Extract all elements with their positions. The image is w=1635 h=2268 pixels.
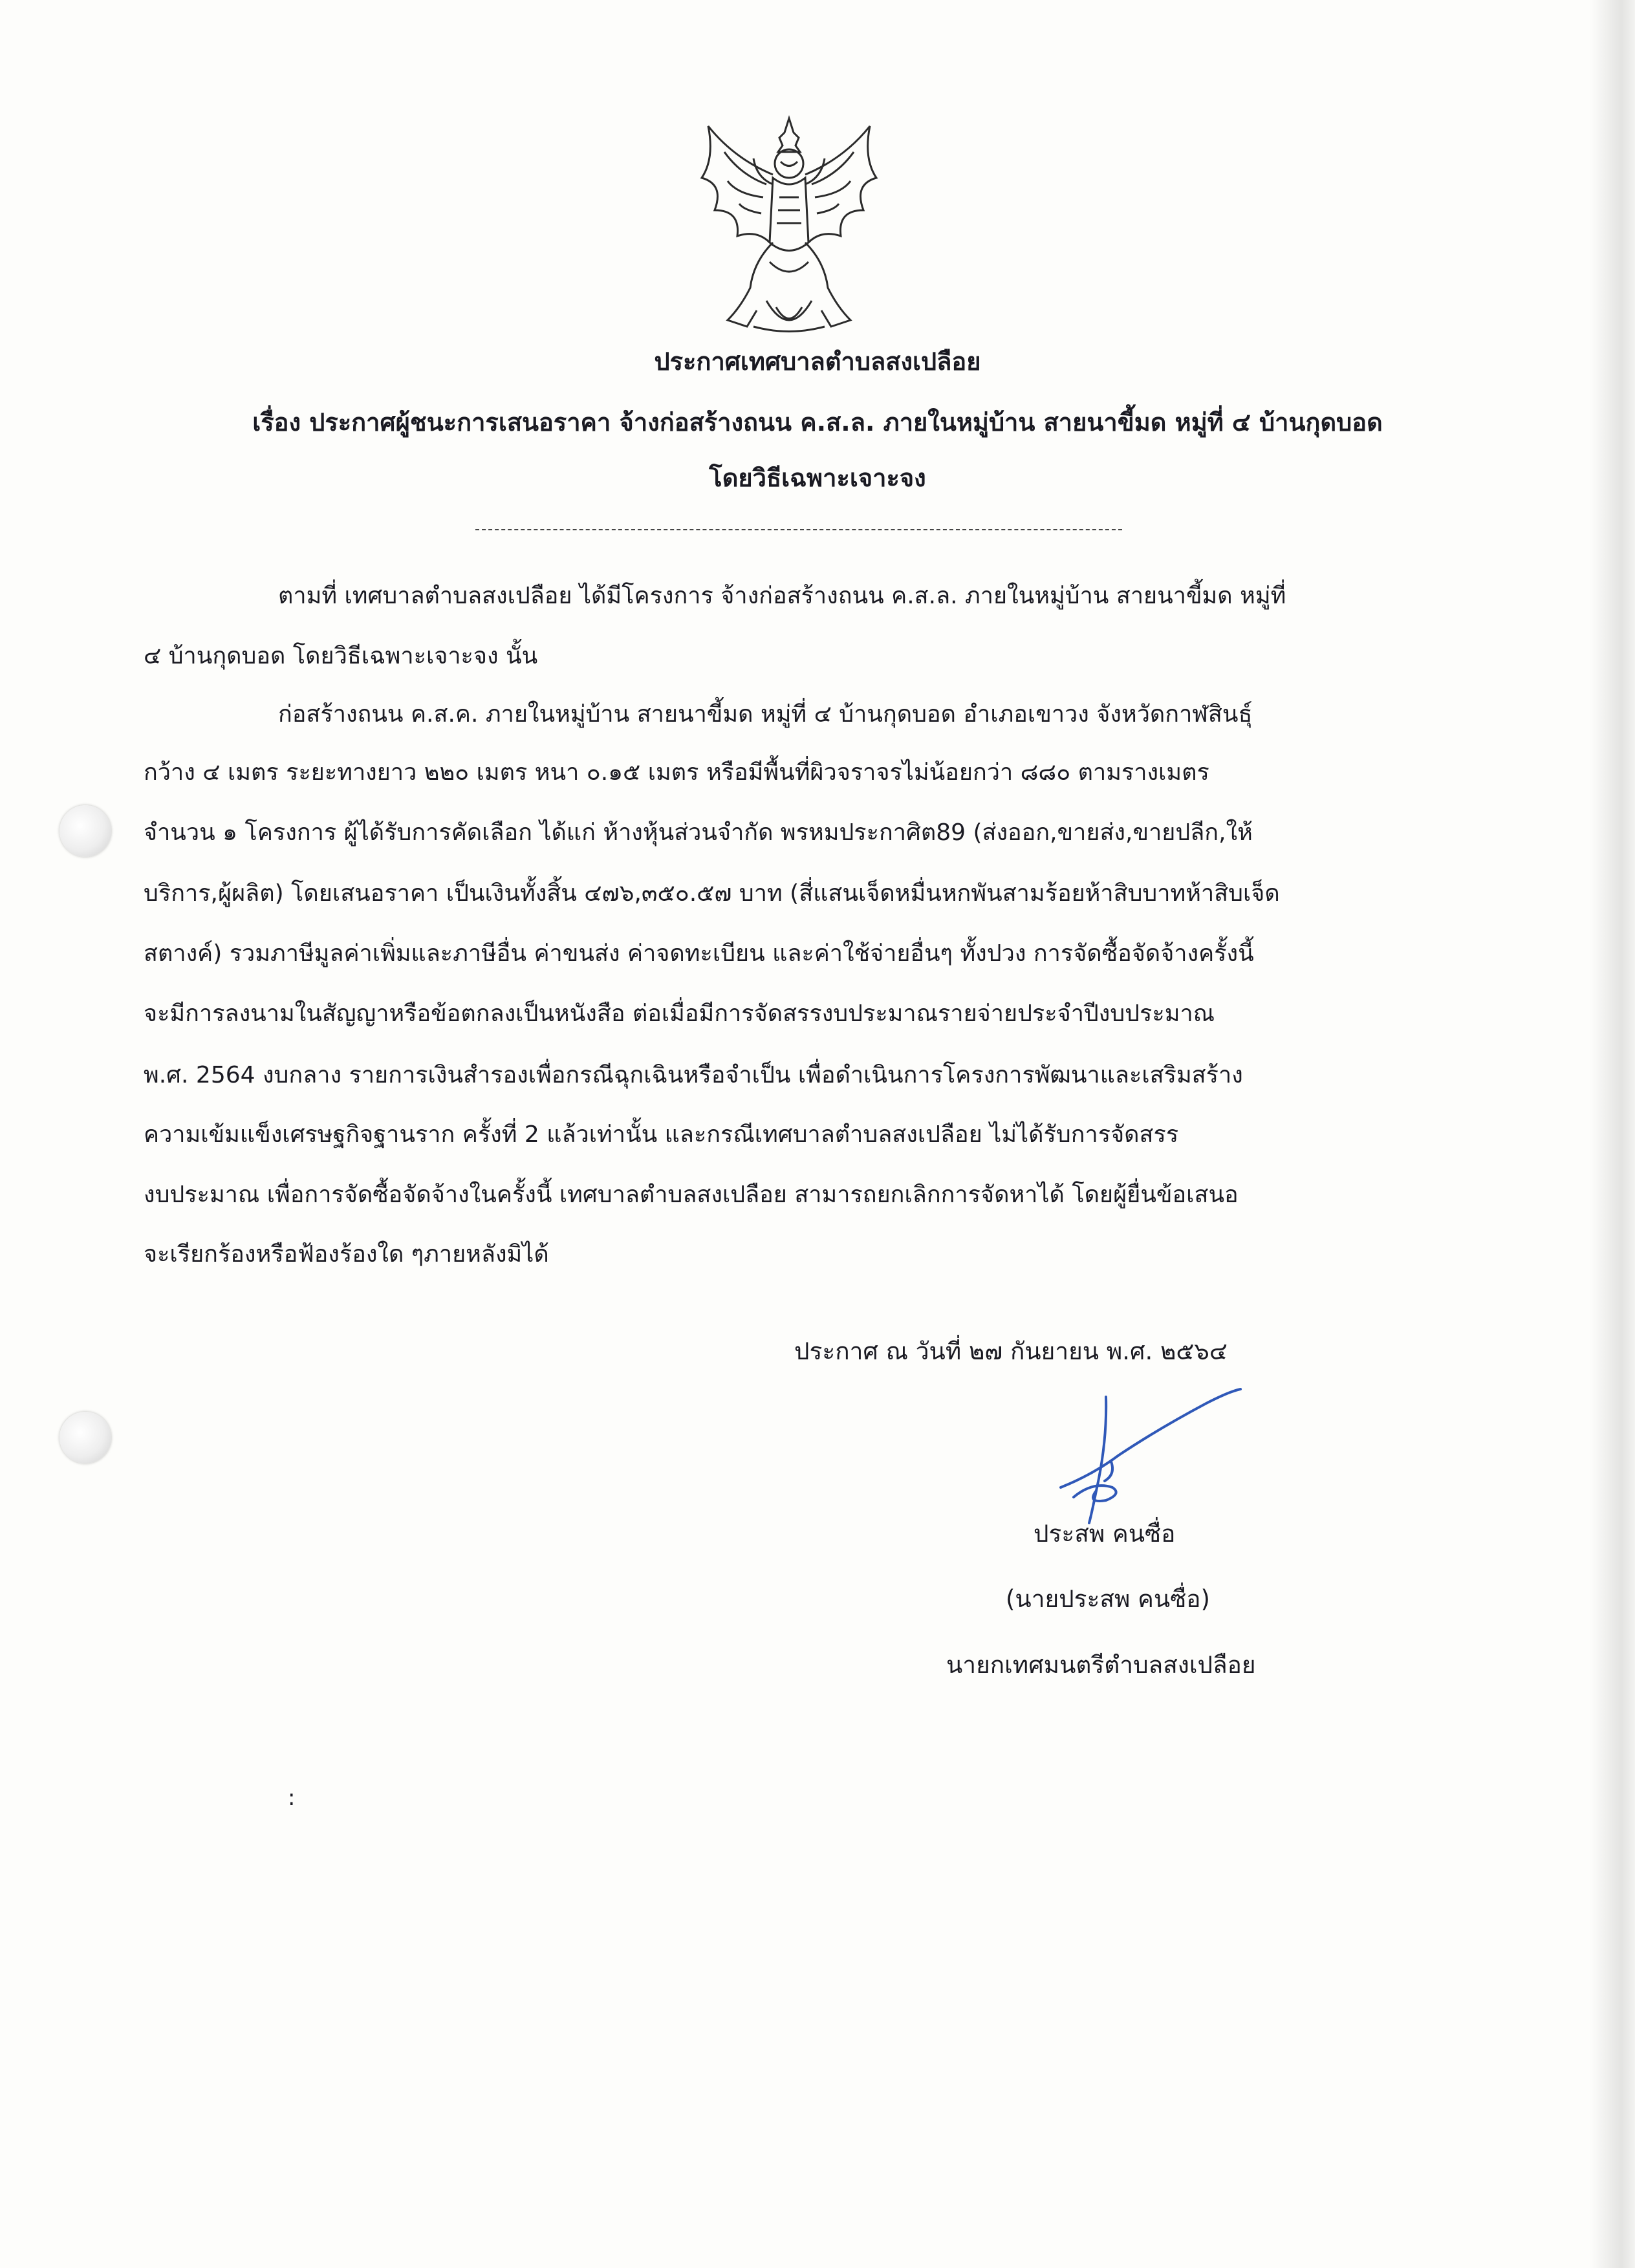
paragraph2-line4: บริการ,ผู้ผลิต) โดยเสนอราคา เป็นเงินทั้งสิ้น ๔๗๖,๓๕๐.๕๗ บาท (สี่แสนเจ็ดหมื่นหกพันสามร้อยห้าสิบบาทห้าสิบเจ็ด bbox=[144, 880, 1280, 907]
announcement-subject-method: โดยวิธีเฉพาะเจาะจง bbox=[709, 464, 926, 492]
scan-speck: : bbox=[288, 1785, 296, 1811]
signer-position: นายกเทศมนตรีตำบลสงเปลือย bbox=[946, 1651, 1256, 1679]
signer-full-name: (นายประสพ คนซื่อ) bbox=[1006, 1585, 1210, 1613]
paragraph2-line5: สตางค์) รวมภาษีมูลค่าเพิ่มและภาษีอื่น ค่าขนส่ง ค่าจดทะเบียน และค่าใช้จ่ายอื่นๆ ทั้งปวง การจัดซื้อจัดจ้างครั้งนี้ bbox=[144, 940, 1254, 967]
announcement-date: ประกาศ ณ วันที่ ๒๗ กันยายน พ.ศ. ๒๕๖๔ bbox=[794, 1337, 1228, 1365]
signer-name: ประสพ คนซื่อ bbox=[1034, 1520, 1176, 1548]
announcement-subject: เรื่อง ประกาศผู้ชนะการเสนอราคา จ้างก่อสร้างถนน ค.ส.ล. ภายในหมู่บ้าน สายนาขี้มด หมู่ที่ ๔ บ้านกุดบอด bbox=[252, 408, 1383, 437]
scan-edge-shadow bbox=[1590, 0, 1635, 2268]
announcement-title: ประกาศเทศบาลตำบลสงเปลือย bbox=[654, 347, 981, 376]
paragraph2-line6: จะมีการลงนามในสัญญาหรือข้อตกลงเป็นหนังสือ ต่อเมื่อมีการจัดสรรงบประมาณรายจ่ายประจำปีงบประมาณ bbox=[144, 1000, 1215, 1027]
paragraph2-line3: จำนวน ๑ โครงการ ผู้ได้รับการคัดเลือก ได้แก่ ห้างหุ้นส่วนจำกัด พรหมประกาศิต89 (ส่งออก,ขายส่ง,ขายปลีก,ให้ bbox=[144, 819, 1253, 846]
paragraph2-line7: พ.ศ. 2564 งบกลาง รายการเงินสำรองเพื่อกรณีฉุกเฉินหรือจำเป็น เพื่อดำเนินการโครงการพัฒนาและเสริมสร้าง bbox=[144, 1062, 1243, 1088]
garuda-emblem-icon bbox=[689, 113, 889, 343]
punch-hole-bottom bbox=[60, 1412, 111, 1463]
paragraph2-line1: ก่อสร้างถนน ค.ส.ค. ภายในหมู่บ้าน สายนาขี้มด หมู่ที่ ๔ บ้านกุดบอด อำเภอเขาวง จังหวัดกาฬสินธุ์ bbox=[278, 701, 1253, 728]
signature-mark bbox=[1035, 1384, 1281, 1526]
paragraph2-line10: จะเรียกร้องหรือฟ้องร้องใด ๆภายหลังมิได้ bbox=[144, 1241, 549, 1268]
header-divider bbox=[475, 529, 1122, 530]
punch-hole-top bbox=[60, 805, 111, 857]
paragraph2-line8: ความเข้มแข็งเศรษฐกิจฐานราก ครั้งที่ 2 แล้วเท่านั้น และกรณีเทศบาลตำบลสงเปลือย ไม่ได้รับการจัดสรร bbox=[144, 1121, 1179, 1148]
paragraph1-line1: ตามที่ เทศบาลตำบลสงเปลือย ได้มีโครงการ จ้างก่อสร้างถนน ค.ส.ล. ภายในหมู่บ้าน สายนาขี้มด หมู่ที่ bbox=[278, 583, 1286, 609]
paragraph2-line2: กว้าง ๔ เมตร ระยะทางยาว ๒๒๐ เมตร หนา ๐.๑๕ เมตร หรือมีพื้นที่ผิวจราจรไม่น้อยกว่า ๘๘๐ ตามรางเมตร bbox=[144, 759, 1209, 786]
paragraph1-line2: ๔ บ้านกุดบอด โดยวิธีเฉพาะเจาะจง นั้น bbox=[144, 643, 538, 669]
paragraph2-line9: งบประมาณ เพื่อการจัดซื้อจัดจ้างในครั้งนี้ เทศบาลตำบลสงเปลือย สามารถยกเลิกการจัดหาได้ โดยผู้ยื่นข้อเสนอ bbox=[144, 1182, 1239, 1208]
